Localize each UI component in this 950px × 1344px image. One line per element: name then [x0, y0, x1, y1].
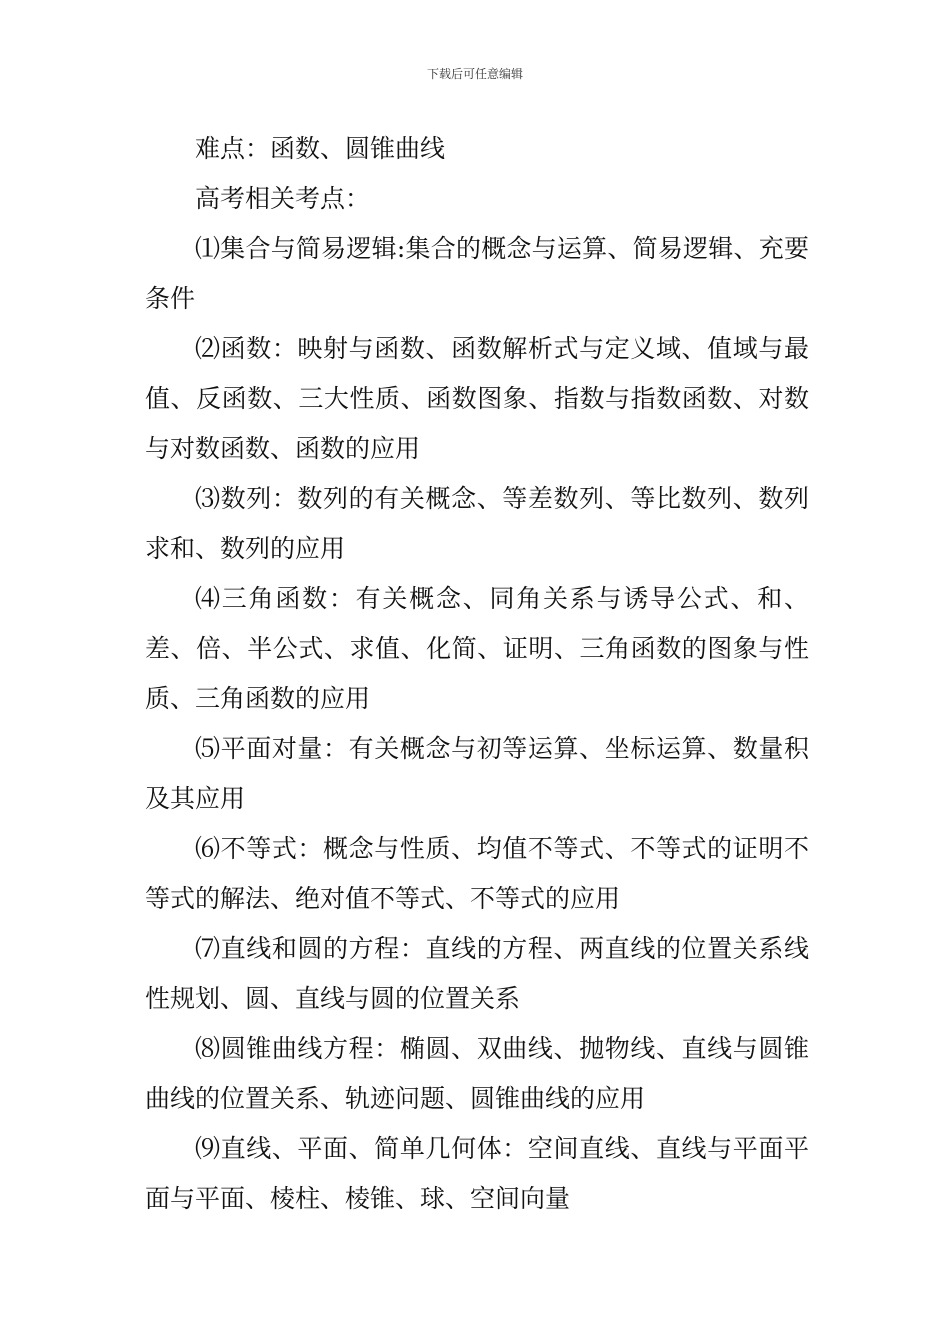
page-header: 下载后可任意编辑 — [426, 67, 523, 81]
document-body — [145, 124, 809, 1224]
topic-inequalities: ⑹不等式：概念与性质、均值不等式、不等式的证明不等式的解法、绝对值不等式、不等式的应用 — [145, 834, 809, 913]
topic-sequences: ⑶数列：数列的有关概念、等差数列、等比数列、数列求和、数列的应用 — [145, 484, 809, 563]
topic-functions: ⑵函数：映射与函数、函数解析式与定义域、值域与最值、反函数、三大性质、函数图象、指数与指数函数、对数与对数函数、函数的应用 — [145, 334, 809, 463]
difficulty-line: 难点：函数、圆锥曲线 — [195, 134, 446, 163]
topic-conic-sections: ⑻圆锥曲线方程：椭圆、双曲线、抛物线、直线与圆锥曲线的位置关系、轨迹问题、圆锥曲线的应用 — [145, 1034, 809, 1113]
topic-plane-vectors: ⑸平面对量：有关概念与初等运算、坐标运算、数量积及其应用 — [145, 734, 809, 813]
exam-points-heading: 高考相关考点： — [195, 184, 371, 213]
topic-trigonometry: ⑷三角函数：有关概念、同角关系与诱导公式、和、差、倍、半公式、求值、化简、证明、三角函数的图象与性质、三角函数的应用 — [145, 584, 809, 713]
topic-solid-geometry: ⑼直线、平面、简单几何体：空间直线、直线与平面平面与平面、棱柱、棱锥、球、空间向量 — [145, 1134, 809, 1213]
topic-lines-circles: ⑺直线和圆的方程：直线的方程、两直线的位置关系线性规划、圆、直线与圆的位置关系 — [145, 934, 809, 1013]
topic-sets-logic: ⑴集合与简易逻辑:集合的概念与运算、简易逻辑、充要条件 — [145, 234, 809, 313]
